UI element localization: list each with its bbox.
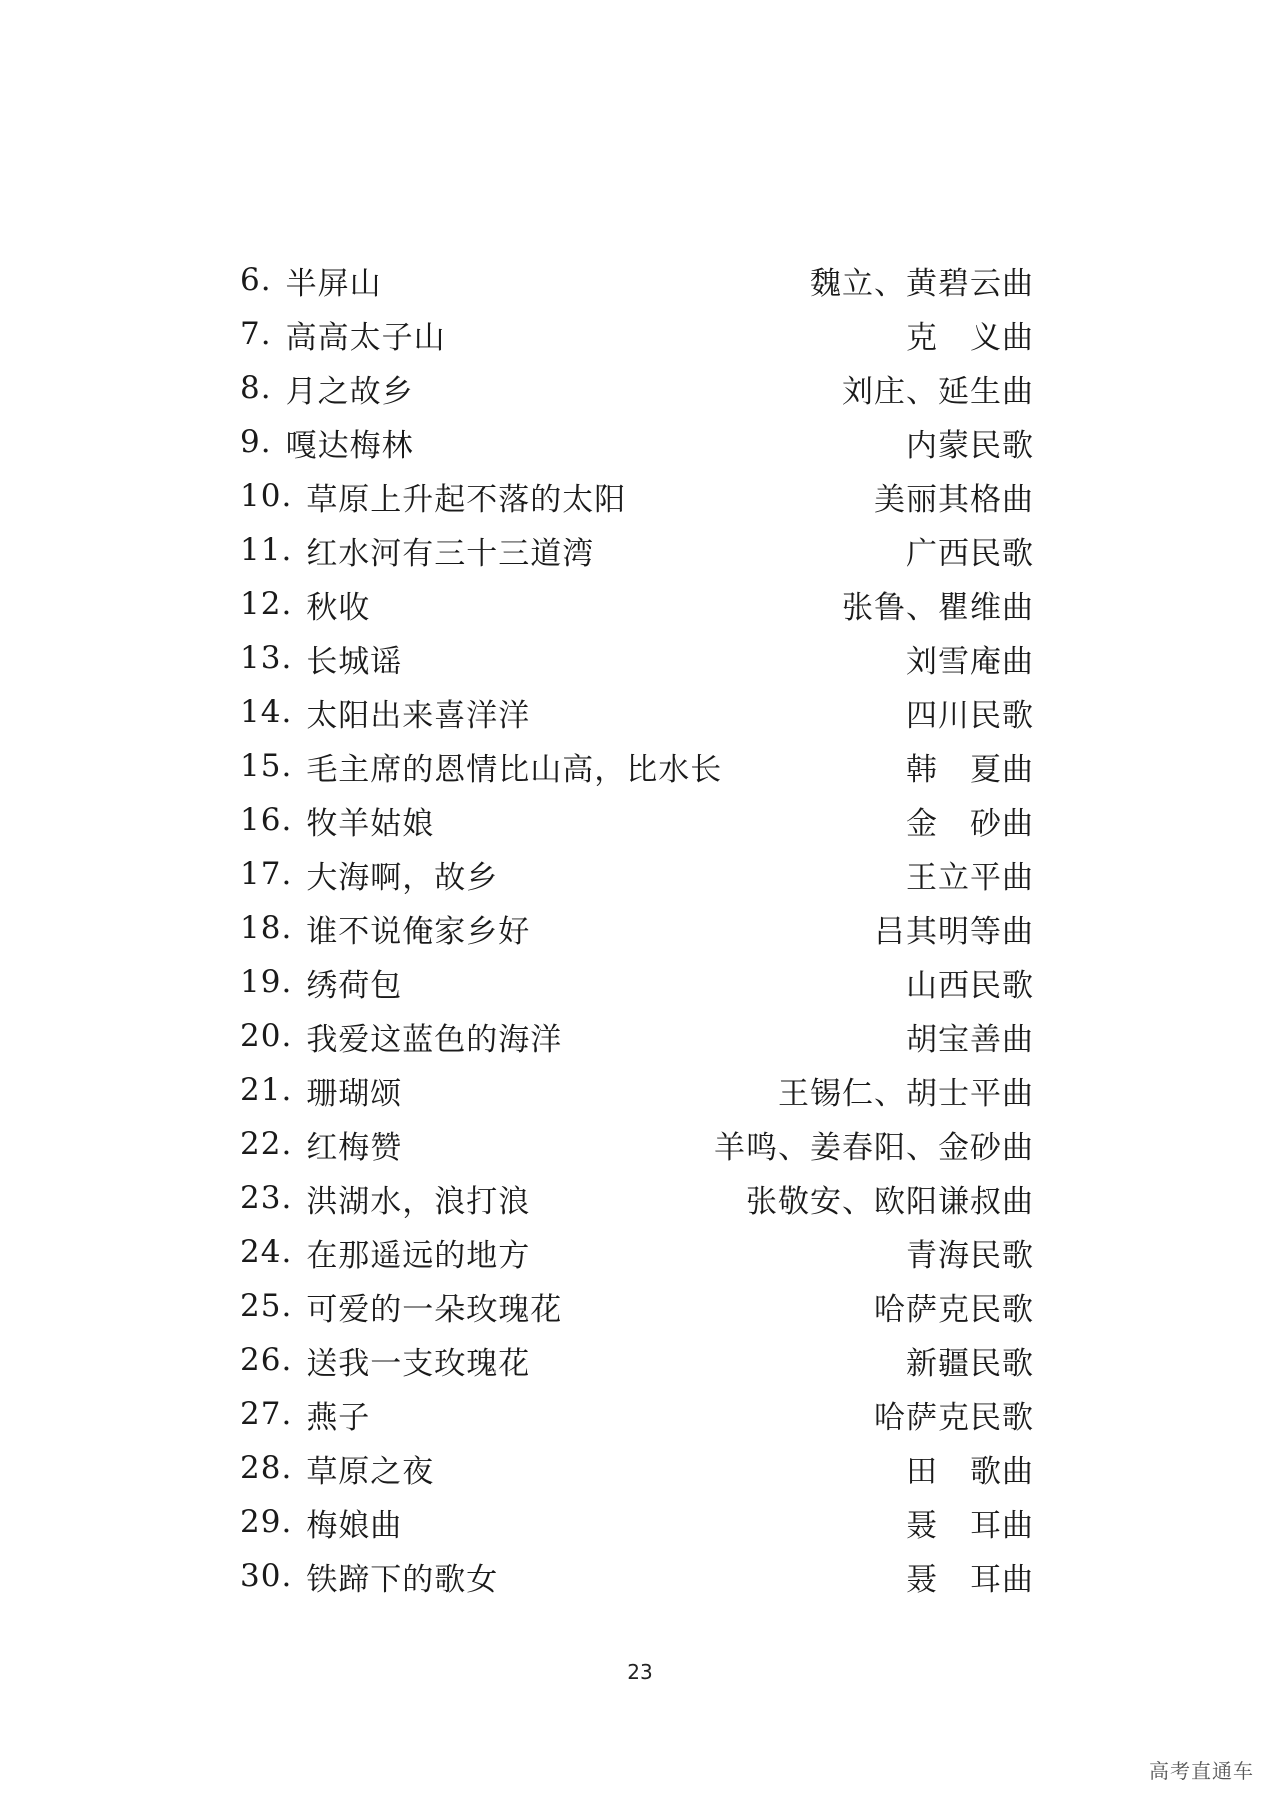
- song-entry: [240, 1122, 402, 1167]
- song-credit: 山西民歌: [906, 967, 1034, 1004]
- song-row: [240, 1279, 1034, 1333]
- song-entry: [240, 1230, 530, 1275]
- song-row: [240, 1333, 1034, 1387]
- song-row: [240, 523, 1034, 577]
- song-entry: [240, 636, 402, 681]
- song-entry: [240, 744, 722, 789]
- song-number: 9.: [240, 424, 272, 460]
- song-title: 毛主席的恩情比山高，比水长: [306, 751, 723, 788]
- song-row: [240, 847, 1034, 901]
- song-number: 28.: [240, 1450, 293, 1486]
- song-credit: 美丽其格曲: [874, 481, 1034, 518]
- song-row: [240, 631, 1034, 685]
- song-title: 长城谣: [306, 643, 403, 680]
- song-entry: [240, 798, 434, 843]
- song-entry: [240, 474, 626, 519]
- song-credit: 哈萨克民歌: [874, 1399, 1034, 1436]
- song-credit: 内蒙民歌: [906, 427, 1034, 464]
- song-entry: [240, 960, 402, 1005]
- song-number: 27.: [240, 1396, 293, 1432]
- song-entry: [240, 1284, 562, 1329]
- song-title: 红梅赞: [306, 1129, 403, 1166]
- song-row: [240, 1063, 1034, 1117]
- song-credit: 吕其明等曲: [874, 913, 1034, 950]
- song-credit: 韩 夏曲: [906, 751, 1034, 788]
- song-entry: [240, 420, 414, 465]
- song-row: [240, 1009, 1034, 1063]
- song-number: 11.: [240, 532, 293, 568]
- song-title: 太阳出来喜洋洋: [306, 697, 531, 734]
- song-row: [240, 901, 1034, 955]
- song-credit: 王立平曲: [906, 859, 1034, 896]
- song-row: [240, 955, 1034, 1009]
- song-credit: 魏立、黄碧云曲: [810, 265, 1034, 302]
- song-title: 月之故乡: [285, 373, 414, 410]
- song-number: 10.: [240, 478, 293, 514]
- song-number: 16.: [240, 802, 293, 838]
- song-title: 谁不说俺家乡好: [306, 913, 531, 950]
- song-row: [240, 577, 1034, 631]
- song-credit: 刘雪庵曲: [906, 643, 1034, 680]
- song-credit: 张鲁、瞿维曲: [842, 589, 1034, 626]
- song-row: [240, 1387, 1034, 1441]
- song-title: 红水河有三十三道湾: [306, 535, 595, 572]
- song-title: 在那遥远的地方: [306, 1237, 531, 1274]
- song-row: [240, 469, 1034, 523]
- song-entry: [240, 1338, 530, 1383]
- song-entry: [240, 690, 530, 735]
- song-entry: [240, 1500, 402, 1545]
- song-credit: 张敬安、欧阳谦叔曲: [746, 1183, 1034, 1220]
- song-entry: [240, 1014, 562, 1059]
- song-title: 可爱的一朵玫瑰花: [306, 1291, 563, 1328]
- song-row: [240, 307, 1034, 361]
- song-title: 洪湖水，浪打浪: [306, 1183, 531, 1220]
- song-credit: 金 砂曲: [906, 805, 1034, 842]
- song-credit: 克 义曲: [906, 319, 1034, 356]
- song-number: 13.: [240, 640, 293, 676]
- song-credit: 刘庄、延生曲: [842, 373, 1034, 410]
- song-credit: 胡宝善曲: [906, 1021, 1034, 1058]
- song-row: [240, 415, 1034, 469]
- song-credit: 羊鸣、姜春阳、金砂曲: [714, 1129, 1034, 1166]
- watermark-text: 高考直通车: [1149, 1759, 1254, 1783]
- song-credit: 新疆民歌: [906, 1345, 1034, 1382]
- song-credit: 广西民歌: [906, 535, 1034, 572]
- song-number: 14.: [240, 694, 293, 730]
- song-entry: [240, 366, 414, 411]
- song-row: [240, 1495, 1034, 1549]
- song-title: 草原上升起不落的太阳: [306, 481, 627, 518]
- song-entry: [240, 852, 498, 897]
- song-number: 21.: [240, 1072, 293, 1108]
- song-title: 草原之夜: [306, 1453, 435, 1490]
- song-credit: 聂 耳曲: [906, 1507, 1034, 1544]
- song-row: [240, 361, 1034, 415]
- song-entry: [240, 1068, 402, 1113]
- song-row: [240, 739, 1034, 793]
- song-entry: [240, 582, 370, 627]
- song-number: 6.: [240, 262, 272, 298]
- song-number: 29.: [240, 1504, 293, 1540]
- song-number: 12.: [240, 586, 293, 622]
- song-number: 23.: [240, 1180, 293, 1216]
- song-title: 高高太子山: [285, 319, 446, 356]
- song-row: [240, 1171, 1034, 1225]
- song-entry: [240, 1392, 370, 1437]
- song-credit: 田 歌曲: [906, 1453, 1034, 1490]
- song-number: 8.: [240, 370, 272, 406]
- song-entry: [240, 528, 594, 573]
- song-title: 珊瑚颂: [306, 1075, 403, 1112]
- song-entry: [240, 1446, 434, 1491]
- song-title: 送我一支玫瑰花: [306, 1345, 531, 1382]
- song-title: 半屏山: [285, 265, 382, 302]
- song-row: [240, 253, 1034, 307]
- song-entry: [240, 1554, 498, 1599]
- song-title: 梅娘曲: [306, 1507, 403, 1544]
- song-list: [240, 253, 1034, 1603]
- song-number: 26.: [240, 1342, 293, 1378]
- song-credit: 聂 耳曲: [906, 1561, 1034, 1598]
- song-credit: 四川民歌: [906, 697, 1034, 734]
- song-entry: [240, 312, 446, 357]
- song-number: 17.: [240, 856, 293, 892]
- song-number: 30.: [240, 1558, 293, 1594]
- song-number: 18.: [240, 910, 293, 946]
- song-credit: 哈萨克民歌: [874, 1291, 1034, 1328]
- song-number: 19.: [240, 964, 293, 1000]
- song-row: [240, 685, 1034, 739]
- song-row: [240, 1225, 1034, 1279]
- song-row: [240, 1549, 1034, 1603]
- song-row: [240, 793, 1034, 847]
- song-number: 7.: [240, 316, 272, 352]
- song-number: 22.: [240, 1126, 293, 1162]
- song-entry: [240, 1176, 530, 1221]
- song-number: 15.: [240, 748, 293, 784]
- song-title: 燕子: [306, 1399, 371, 1436]
- song-credit: 王锡仁、胡士平曲: [778, 1075, 1034, 1112]
- song-row: [240, 1441, 1034, 1495]
- song-number: 20.: [240, 1018, 293, 1054]
- song-credit: 青海民歌: [906, 1237, 1034, 1274]
- song-title: 秋收: [306, 589, 371, 626]
- song-entry: [240, 258, 382, 303]
- song-title: 铁蹄下的歌女: [306, 1561, 499, 1598]
- song-row: [240, 1117, 1034, 1171]
- song-title: 大海啊，故乡: [306, 859, 499, 896]
- song-title: 我爱这蓝色的海洋: [306, 1021, 563, 1058]
- song-title: 牧羊姑娘: [306, 805, 435, 842]
- song-title: 绣荷包: [306, 967, 403, 1004]
- song-number: 24.: [240, 1234, 293, 1270]
- song-number: 25.: [240, 1288, 293, 1324]
- song-title: 嘎达梅林: [285, 427, 414, 464]
- song-entry: [240, 906, 530, 951]
- page-number: 23: [627, 1660, 653, 1684]
